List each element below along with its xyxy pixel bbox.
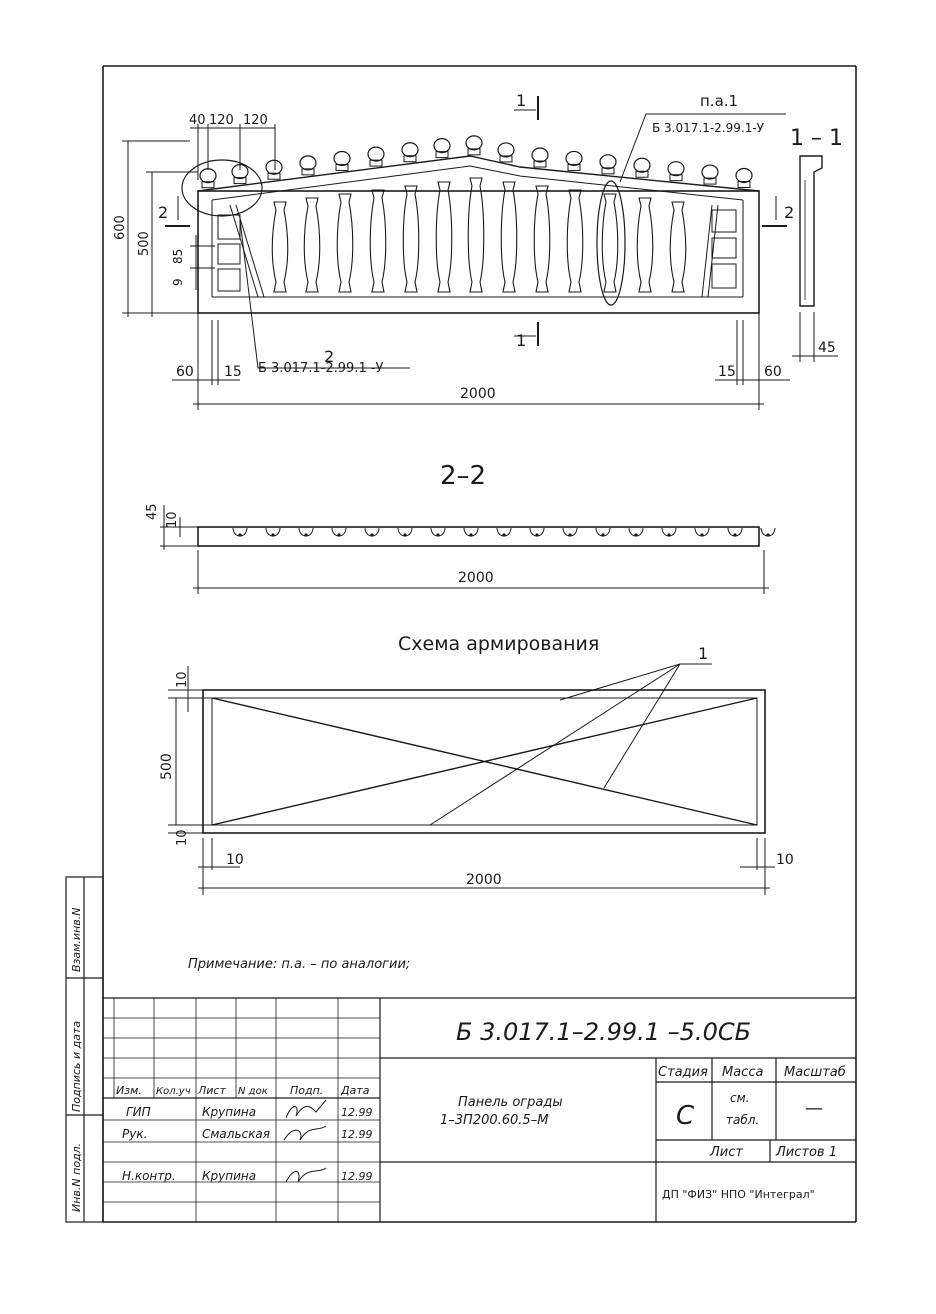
mass-value-1: см. bbox=[730, 1091, 750, 1105]
reinforcement-dim-10-right: 10 bbox=[776, 852, 794, 868]
baluster bbox=[602, 194, 618, 292]
stage-value: С bbox=[676, 1101, 695, 1131]
signatures bbox=[284, 1100, 326, 1182]
dim-9: 9 bbox=[171, 278, 185, 286]
finial bbox=[498, 143, 514, 162]
section-baluster-mark bbox=[596, 528, 610, 537]
header-podp: Подп. bbox=[290, 1084, 324, 1097]
reinforcement-dim-10-top: 10 bbox=[175, 671, 190, 688]
section-baluster-mark bbox=[464, 528, 478, 537]
mass-value-2: табл. bbox=[726, 1113, 760, 1127]
callout-2: 2 bbox=[324, 347, 335, 366]
callout-2-ref: Б 3.017.1-2.99.1 -У bbox=[258, 361, 384, 376]
left-end-panel bbox=[218, 205, 264, 297]
reinforcement-callout-1: 1 bbox=[698, 644, 709, 663]
baluster bbox=[337, 194, 353, 292]
reinforcement-dim-10-bottom: 10 bbox=[175, 829, 190, 846]
finial bbox=[334, 151, 350, 170]
header-list: Лист bbox=[198, 1084, 226, 1097]
stage-label: Стадия bbox=[658, 1065, 708, 1080]
row-2-name: Смальская bbox=[202, 1127, 270, 1141]
top-view-dimensions bbox=[122, 96, 838, 410]
scale-label: Масштаб bbox=[784, 1065, 846, 1080]
section-baluster-mark bbox=[497, 528, 511, 537]
mass-label: Масса bbox=[722, 1065, 764, 1080]
row-3-date: 12.99 bbox=[341, 1170, 373, 1183]
title-block-code: Б 3.017.1–2.99.1 –5.0СБ bbox=[456, 1018, 752, 1046]
section-baluster-mark bbox=[530, 528, 544, 537]
dim-500: 500 bbox=[137, 231, 152, 256]
dim-600: 600 bbox=[113, 215, 128, 240]
row-3-role: Н.контр. bbox=[122, 1169, 176, 1183]
row-2-date: 12.99 bbox=[341, 1128, 373, 1141]
reinforcement-dim-10-left: 10 bbox=[226, 852, 244, 868]
detail-oval bbox=[597, 181, 625, 305]
baluster bbox=[534, 186, 550, 292]
finial bbox=[668, 162, 684, 181]
finial bbox=[466, 136, 482, 155]
sheet-label: Лист bbox=[710, 1145, 743, 1160]
dim-2000-top: 2000 bbox=[460, 386, 496, 402]
callout-pa1: п.а.1 bbox=[700, 92, 739, 110]
panel-front-view bbox=[182, 136, 759, 313]
section-baluster-mark bbox=[266, 528, 280, 537]
finial bbox=[634, 158, 650, 177]
section-1-bottom-label: 1 bbox=[516, 331, 527, 350]
section-1-top-label: 1 bbox=[516, 91, 527, 110]
section-baluster-mark bbox=[629, 528, 643, 537]
baluster bbox=[436, 182, 452, 292]
header-ndok: N док bbox=[238, 1086, 268, 1097]
finial bbox=[566, 151, 582, 170]
organization: ДП "ФИЗ" НПО "Интеграл" bbox=[662, 1188, 815, 1201]
section-2-right-label: 2 bbox=[784, 203, 795, 222]
row-2-role: Рук. bbox=[122, 1127, 148, 1141]
dim-15-right: 15 bbox=[718, 364, 736, 380]
finial bbox=[368, 147, 384, 166]
baluster bbox=[501, 182, 517, 292]
section-2-left-label: 2 bbox=[158, 203, 169, 222]
reinforcement-dim-500: 500 bbox=[159, 753, 175, 780]
row-3-name: Крупина bbox=[202, 1169, 257, 1183]
finial bbox=[266, 160, 282, 179]
section-2-2-dim-2000: 2000 bbox=[458, 570, 494, 586]
baluster bbox=[272, 202, 288, 292]
row-1-role: ГИП bbox=[126, 1105, 151, 1119]
title-block-name-2: 1–3П200.60.5–М bbox=[440, 1113, 549, 1128]
section-1-1-label: 1 – 1 bbox=[790, 126, 843, 151]
section-baluster-mark bbox=[398, 528, 412, 537]
reinforcement-dim-2000: 2000 bbox=[466, 872, 502, 888]
callout-pa1-ref: Б 3.017.1-2.99.1-У bbox=[652, 121, 764, 135]
baluster bbox=[304, 198, 320, 292]
dim-40: 40 bbox=[189, 113, 206, 128]
reinforcement-dimensions bbox=[168, 666, 775, 895]
section-baluster-mark bbox=[761, 528, 775, 537]
section-baluster-mark bbox=[233, 528, 247, 537]
baluster bbox=[670, 202, 686, 292]
right-end-panel bbox=[702, 205, 736, 297]
baluster bbox=[468, 178, 484, 292]
side-stamp-vzam: Взам.инв.N bbox=[70, 907, 83, 972]
section-baluster-mark bbox=[365, 528, 379, 537]
balusters bbox=[272, 178, 686, 292]
finial bbox=[402, 143, 418, 162]
scale-value: — bbox=[805, 1098, 823, 1119]
dim-120a: 120 bbox=[209, 113, 234, 128]
section-1-1-profile bbox=[800, 156, 822, 306]
section-baluster-mark bbox=[728, 528, 742, 537]
finial bbox=[300, 156, 316, 175]
finial bbox=[600, 155, 616, 174]
section-2-2-view bbox=[198, 527, 775, 546]
dim-45-side: 45 bbox=[818, 340, 836, 356]
finial bbox=[434, 139, 450, 158]
side-stamp-podpis: Подпись и дата bbox=[70, 1020, 83, 1112]
sheets-label: Листов 1 bbox=[776, 1145, 837, 1160]
row-1-date: 12.99 bbox=[341, 1106, 373, 1119]
header-data: Дата bbox=[341, 1084, 370, 1097]
baluster bbox=[637, 198, 653, 292]
finial bbox=[532, 148, 548, 167]
baluster bbox=[567, 190, 583, 292]
baluster bbox=[370, 190, 386, 292]
note: Примечание: п.а. – по аналогии; bbox=[188, 957, 411, 972]
dim-60-left: 60 bbox=[176, 364, 194, 380]
finial bbox=[736, 168, 752, 187]
header-izm: Изм. bbox=[116, 1084, 142, 1097]
reinforcement-scheme bbox=[203, 664, 765, 833]
section-baluster-mark bbox=[299, 528, 313, 537]
section-2-2-dim-45: 45 bbox=[145, 503, 160, 520]
title-block-name-1: Панель ограды bbox=[458, 1095, 563, 1110]
side-stamp-inv-podl: Инв.N подл. bbox=[70, 1142, 83, 1212]
section-baluster-mark bbox=[332, 528, 346, 537]
header-kol: Кол.уч bbox=[156, 1086, 191, 1097]
section-baluster-mark bbox=[695, 528, 709, 537]
row-1-name: Крупина bbox=[202, 1105, 257, 1119]
section-baluster-mark bbox=[563, 528, 577, 537]
section-baluster-mark bbox=[662, 528, 676, 537]
dim-60-right: 60 bbox=[764, 364, 782, 380]
finial bbox=[702, 165, 718, 184]
section-2-2-title: 2–2 bbox=[440, 461, 487, 491]
baluster bbox=[403, 186, 419, 292]
dim-120b: 120 bbox=[243, 113, 268, 128]
reinforcement-title: Схема армирования bbox=[398, 633, 600, 655]
section-2-2-dim-10: 10 bbox=[165, 511, 180, 528]
finial bbox=[200, 169, 216, 188]
dim-15-left: 15 bbox=[224, 364, 242, 380]
dim-85: 85 bbox=[171, 248, 185, 264]
section-baluster-mark bbox=[431, 528, 445, 537]
